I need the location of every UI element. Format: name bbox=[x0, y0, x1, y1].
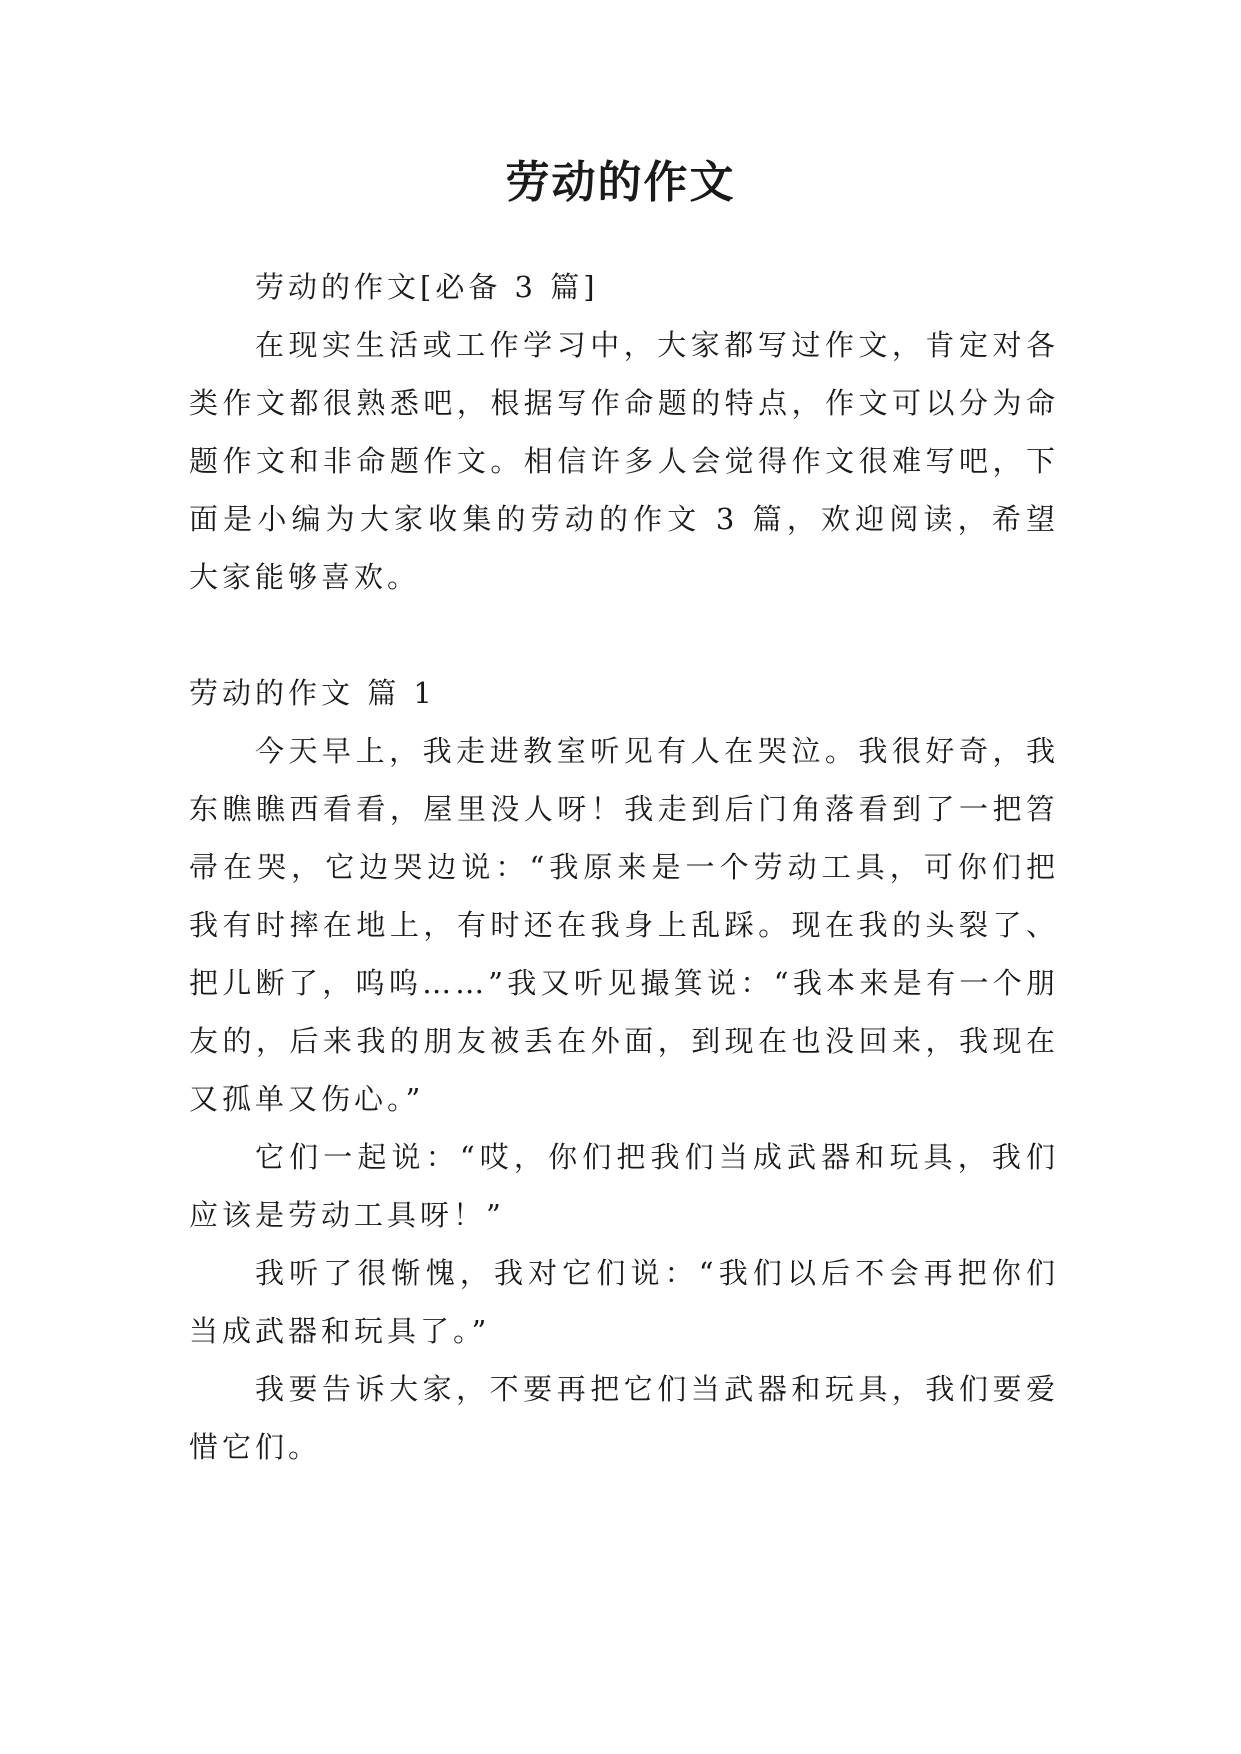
section-paragraph: 今天早上，我走进教室听见有人在哭泣。我很好奇，我东瞧瞧西看看，屋里没人呀！我走到后门角落看到了一把笤帚在哭，它边哭边说：“我原来是一个劳动工具，可你们把我有时摔在地上，有时还在我身上乱踩。现在我的头裂了、把儿断了，呜呜……”我又听见撮箕说：“我本来是有一个朋友的，后来我的朋友被丢在外面，到现在也没回来，我现在又孤单又伤心。” bbox=[189, 734, 1059, 1116]
section-paragraph: 我要告诉大家，不要再把它们当武器和玩具，我们要爱惜它们。 bbox=[189, 1372, 1059, 1464]
document-body bbox=[189, 258, 1059, 1476]
intro-paragraph: 在现实生活或工作学习中，大家都写过作文，肯定对各类作文都很熟悉吧，根据写作命题的特点，作文可以分为命题作文和非命题作文。相信许多人会觉得作文很难写吧，下面是小编为大家收集的劳动的作文 3 篇，欢迎阅读，希望大家能够喜欢。 bbox=[189, 328, 1059, 594]
section-heading: 劳动的作文 篇 1 bbox=[189, 676, 436, 710]
document-subtitle: 劳动的作文[必备 3 篇] bbox=[255, 270, 599, 304]
section-spacer bbox=[189, 606, 1059, 664]
document-title: 劳动的作文 bbox=[505, 157, 736, 208]
section-paragraph: 它们一起说：“哎，你们把我们当成武器和玩具，我们应该是劳动工具呀！” bbox=[189, 1140, 1059, 1232]
section-paragraph: 我听了很惭愧，我对它们说：“我们以后不会再把你们当成武器和玩具了。” bbox=[189, 1256, 1059, 1348]
